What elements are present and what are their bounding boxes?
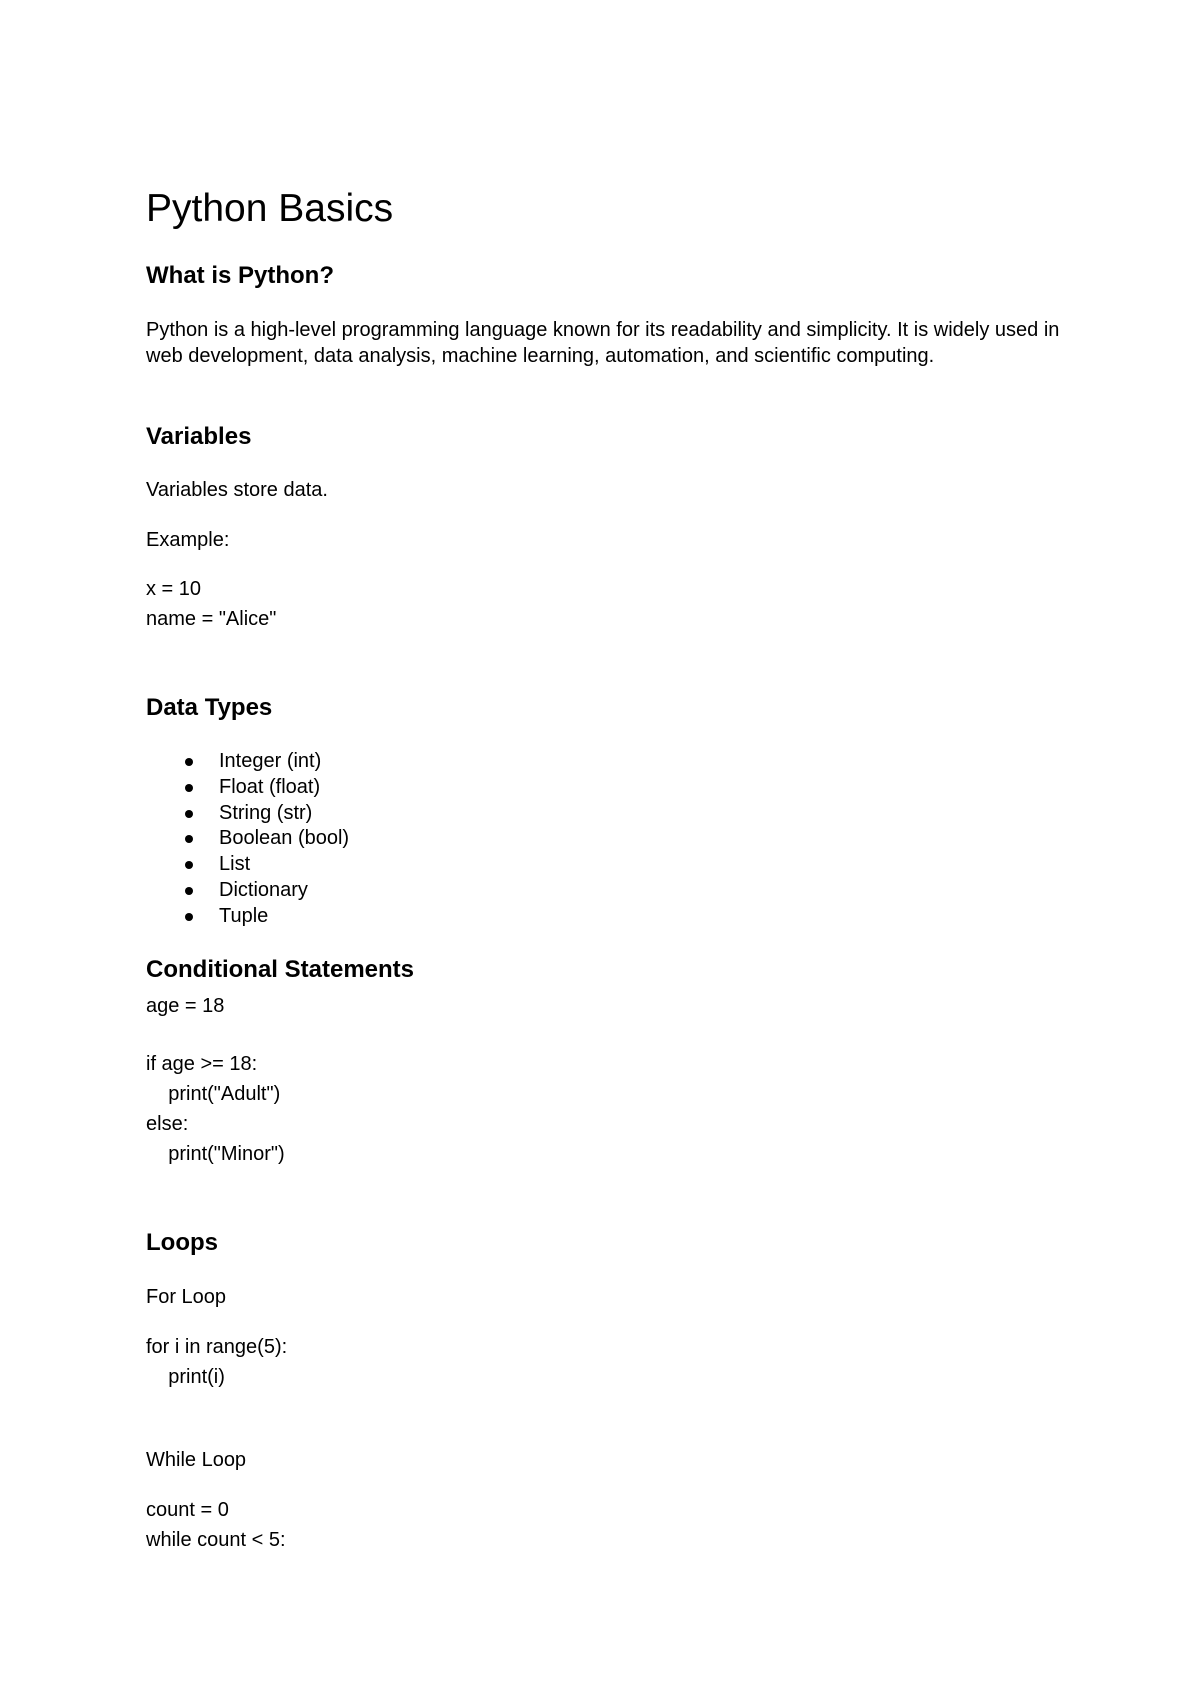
example-label: Example: [146,529,230,551]
paragraph-what-is-python: Python is a high-level programming language known for its readability and simplicity. It is widely used in web development, data analysis, machine learning, automation, and scientific computing. [146,319,1060,367]
code-line: print(i) [146,1366,225,1388]
page-title: Python Basics [146,187,394,230]
list-item: Float (float) [146,775,349,801]
code-line: while count < 5: [146,1529,286,1551]
bullet-icon [185,887,193,895]
code-line: else: [146,1113,189,1135]
list-item: List [146,852,349,878]
code-line: count = 0 [146,1499,229,1521]
conditional-code-block [146,1049,285,1169]
bullet-icon [185,913,193,921]
list-item: Tuple [146,904,349,930]
bullet-icon [185,835,193,843]
list-item: Integer (int) [146,749,349,775]
list-item: Boolean (bool) [146,826,349,852]
heading-what-is-python: What is Python? [146,262,334,289]
code-line: print("Minor") [146,1143,285,1165]
heading-loops: Loops [146,1229,218,1256]
for-loop-code-block [146,1332,287,1392]
code-line: name = "Alice" [146,608,277,630]
variables-description: Variables store data. [146,479,328,501]
heading-conditional-statements: Conditional Statements [146,956,415,983]
list-item: Dictionary [146,878,349,904]
variables-code-block [146,574,276,634]
bullet-icon [185,758,193,766]
heading-variables: Variables [146,423,252,450]
code-line: x = 10 [146,578,202,600]
list-item: String (str) [146,801,349,827]
data-types-list [146,749,349,930]
code-line: print("Adult") [146,1083,281,1105]
heading-data-types: Data Types [146,694,273,721]
code-line: for i in range(5): [146,1336,288,1358]
conditional-code-assign: age = 18 [146,995,225,1017]
while-loop-code-block [146,1495,286,1555]
code-line: if age >= 18: [146,1053,258,1075]
bullet-icon [185,861,193,869]
for-loop-label: For Loop [146,1286,227,1308]
bullet-icon [185,784,193,792]
while-loop-label: While Loop [146,1449,247,1471]
bullet-icon [185,810,193,818]
